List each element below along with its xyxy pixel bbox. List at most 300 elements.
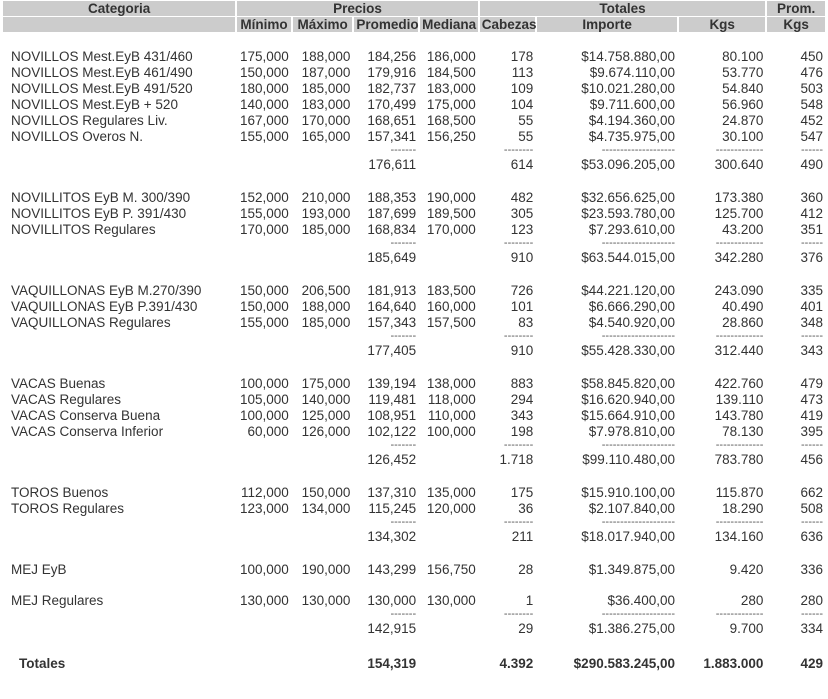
category-cell: NOVILLOS Mest.EyB + 520 — [11, 97, 178, 112]
table-row — [3, 299, 825, 314]
subtotal-row — [3, 156, 825, 173]
subtotal-row — [3, 620, 825, 637]
table-row — [3, 424, 825, 439]
spacer-row — [3, 33, 825, 48]
prom-kgs-cell: 280 — [800, 593, 823, 608]
subtotal-promedio: 134,302 — [367, 529, 417, 544]
subtotal-kgs: 342.280 — [714, 250, 764, 265]
maximo-cell: 140,000 — [301, 392, 351, 407]
kgs-cell: 143.780 — [714, 408, 764, 423]
spacer-cell — [3, 33, 825, 48]
subtotal-promedio: 126,452 — [367, 452, 417, 467]
promedio-separator: ------- — [390, 608, 417, 620]
cabezas-cell: 109 — [510, 81, 534, 96]
minimo-cell: 105,000 — [239, 392, 289, 407]
importe-cell: $4.735.975,00 — [588, 129, 676, 144]
maximo-cell: 193,000 — [301, 206, 351, 221]
maximo-cell: 125,000 — [301, 408, 351, 423]
empty-cell — [420, 654, 478, 674]
importe-separator: -------------------- — [601, 144, 676, 156]
subtotal-importe: $55.428.330,00 — [581, 343, 676, 358]
category-cell: VAQUILLONAS Regulares — [11, 315, 171, 330]
empty-cell — [420, 156, 478, 173]
mediana-cell: 183,500 — [426, 283, 476, 298]
prom-kgs-separator: ------ — [801, 144, 823, 156]
header-mediana: Mediana — [422, 17, 477, 32]
table-row — [3, 315, 825, 330]
empty-cell — [293, 451, 353, 468]
promedio-cell: 170,499 — [367, 97, 417, 112]
prom-kgs-cell: 452 — [800, 113, 823, 128]
empty-cell — [293, 156, 353, 173]
empty-cell — [420, 238, 478, 248]
promedio-cell: 115,245 — [368, 501, 417, 516]
spacer-cell — [3, 174, 825, 189]
kgs-cell: 43.200 — [722, 222, 764, 237]
category-cell: MEJ Regulares — [11, 593, 104, 608]
empty-cell — [293, 620, 353, 637]
cabezas-cell: 113 — [511, 65, 534, 80]
mediana-cell: 168,500 — [426, 113, 476, 128]
mediana-cell: 156,250 — [426, 129, 476, 144]
promedio-cell: 184,256 — [367, 49, 417, 64]
table-row — [3, 65, 825, 80]
subtotal-promedio: 177,405 — [367, 343, 417, 358]
cabezas-separator: -------- — [503, 237, 534, 249]
totals-cabezas: 4.392 — [499, 656, 534, 671]
subtotal-promedio: 176,611 — [368, 157, 417, 172]
promedio-cell: 157,343 — [367, 315, 417, 330]
kgs-cell: 115.870 — [715, 485, 764, 500]
importe-cell: $36.400,00 — [607, 593, 676, 608]
subtotal-kgs: 783.780 — [714, 452, 764, 467]
promedio-cell: 143,299 — [367, 562, 417, 577]
maximo-cell: 206,500 — [301, 283, 351, 298]
subtotal-prom-kgs: 490 — [800, 157, 823, 172]
empty-cell — [3, 620, 235, 637]
empty-cell — [293, 440, 353, 450]
importe-cell: $58.845.820,00 — [581, 376, 676, 391]
header-minimo: Mínimo — [237, 17, 290, 32]
prom-kgs-cell: 450 — [800, 49, 823, 64]
promedio-cell: 187,699 — [367, 206, 417, 221]
importe-cell: $15.910.100,00 — [581, 485, 676, 500]
kgs-cell: 280 — [740, 593, 764, 608]
promedio-separator: ------- — [390, 330, 417, 342]
subtotal-kgs: 300.640 — [714, 157, 764, 172]
maximo-cell: 187,000 — [301, 65, 351, 80]
subtotal-row — [3, 451, 825, 468]
maximo-cell: 185,000 — [301, 81, 351, 96]
subtotal-prom-kgs: 456 — [800, 452, 823, 467]
cabezas-cell: 36 — [518, 501, 534, 516]
empty-cell — [420, 528, 478, 545]
empty-cell — [420, 620, 478, 637]
empty-cell — [420, 331, 478, 341]
prom-kgs-cell: 412 — [800, 206, 823, 221]
empty-cell — [3, 342, 235, 359]
kgs-cell: 80.100 — [722, 49, 764, 64]
kgs-cell: 9.420 — [729, 562, 764, 577]
cabezas-cell: 123 — [510, 222, 534, 237]
minimo-cell: 180,000 — [239, 81, 289, 96]
kgs-cell: 53.770 — [722, 65, 764, 80]
empty-cell — [420, 517, 478, 527]
cabezas-cell: 726 — [510, 283, 534, 298]
spacer-row — [3, 578, 825, 592]
cabezas-cell: 104 — [510, 97, 534, 112]
minimo-cell: 100,000 — [239, 562, 289, 577]
minimo-cell: 167,000 — [239, 113, 289, 128]
subtotal-cabezas: 614 — [510, 157, 534, 172]
promedio-cell: 157,341 — [367, 129, 417, 144]
header-maximo: Máximo — [293, 17, 353, 32]
importe-cell: $7.978.810,00 — [588, 424, 676, 439]
subtotal-kgs: 134.160 — [714, 529, 764, 544]
kgs-separator: ------------- — [715, 144, 764, 156]
kgs-cell: 30.100 — [722, 129, 764, 144]
kgs-cell: 56.960 — [722, 97, 764, 112]
subtotal-importe: $18.017.940,00 — [581, 529, 676, 544]
importe-cell: $44.221.120,00 — [581, 283, 676, 298]
prom-kgs-separator: ------ — [801, 516, 823, 528]
prom-kgs-cell: 360 — [800, 190, 823, 205]
table-row — [3, 593, 825, 608]
empty-cell — [420, 451, 478, 468]
table-row — [3, 562, 825, 577]
table-row — [3, 81, 825, 96]
promedio-cell: 188,353 — [367, 190, 417, 205]
category-cell: VACAS Conserva Buena — [11, 408, 161, 423]
subtotal-cabezas: 211 — [511, 529, 534, 544]
header-precios: Precios — [237, 1, 477, 16]
prom-kgs-cell: 476 — [800, 65, 823, 80]
empty-cell — [237, 528, 290, 545]
separator-row — [3, 331, 825, 341]
header-kgs: Kgs — [679, 17, 765, 32]
header-totales: Totales — [480, 1, 766, 16]
mediana-cell: 130,000 — [426, 593, 476, 608]
mediana-cell: 190,000 — [426, 190, 476, 205]
minimo-cell: 112,000 — [240, 485, 289, 500]
subtotal-kgs: 312.440 — [714, 343, 764, 358]
mediana-cell: 184,500 — [426, 65, 476, 80]
kgs-separator: ------------- — [715, 516, 764, 528]
cabezas-cell: 28 — [518, 562, 534, 577]
minimo-cell: 123,000 — [239, 501, 289, 516]
prom-kgs-cell: 401 — [800, 299, 823, 314]
cabezas-cell: 175 — [510, 485, 534, 500]
cabezas-cell: 883 — [510, 376, 534, 391]
empty-cell — [237, 342, 290, 359]
subtotal-prom-kgs: 334 — [800, 621, 823, 636]
subtotal-promedio: 142,915 — [367, 621, 417, 636]
mediana-cell: 110,000 — [427, 408, 476, 423]
prom-kgs-cell: 473 — [800, 392, 823, 407]
empty-cell — [3, 609, 235, 619]
table-row — [3, 113, 825, 128]
prom-kgs-cell: 419 — [800, 408, 823, 423]
header-importe: Importe — [537, 17, 677, 32]
maximo-cell: 210,000 — [301, 190, 351, 205]
spacer-row — [3, 360, 825, 375]
promedio-cell: 137,310 — [367, 485, 417, 500]
maximo-cell: 150,000 — [301, 485, 351, 500]
empty-cell — [3, 249, 235, 266]
minimo-cell: 100,000 — [239, 376, 289, 391]
empty-cell — [3, 451, 235, 468]
empty-cell — [293, 517, 353, 527]
importe-separator: -------------------- — [601, 237, 676, 249]
cabezas-cell: 55 — [518, 129, 534, 144]
kgs-cell: 28.860 — [722, 315, 764, 330]
mediana-cell: 183,000 — [426, 81, 476, 96]
minimo-cell: 170,000 — [239, 222, 289, 237]
category-cell: NOVILLOS Mest.EyB 461/490 — [11, 65, 193, 80]
promedio-cell: 119,481 — [368, 392, 417, 407]
minimo-cell: 155,000 — [239, 206, 289, 221]
cabezas-cell: 1 — [525, 593, 534, 608]
importe-cell: $1.349.875,00 — [588, 562, 676, 577]
importe-cell: $14.758.880,00 — [581, 49, 676, 64]
spacer-cell — [3, 267, 825, 282]
empty-cell — [3, 517, 235, 527]
minimo-cell: 100,000 — [239, 408, 289, 423]
kgs-cell: 54.840 — [722, 81, 764, 96]
empty-cell — [237, 609, 290, 619]
header-prom: Prom. — [767, 1, 825, 16]
market-report-table — [1, 0, 827, 675]
category-cell: NOVILLITOS EyB P. 391/430 — [11, 206, 187, 221]
kgs-cell: 243.090 — [714, 283, 764, 298]
category-cell: VAQUILLONAS EyB M.270/390 — [11, 283, 202, 298]
spacer-cell — [3, 360, 825, 375]
empty-cell — [293, 331, 353, 341]
importe-cell: $9.674.110,00 — [589, 65, 676, 80]
cabezas-cell: 305 — [510, 206, 534, 221]
empty-cell — [420, 609, 478, 619]
importe-separator: -------------------- — [601, 608, 676, 620]
kgs-cell: 125.700 — [714, 206, 764, 221]
subtotal-prom-kgs: 376 — [800, 250, 823, 265]
totals-label: Totales — [19, 656, 66, 671]
prom-kgs-cell: 548 — [800, 97, 823, 112]
empty-cell — [237, 145, 290, 155]
table-row — [3, 376, 825, 391]
prom-kgs-cell: 395 — [800, 424, 823, 439]
minimo-cell: 152,000 — [239, 190, 289, 205]
empty-cell — [237, 517, 290, 527]
prom-kgs-separator: ------ — [801, 237, 823, 249]
cabezas-cell: 178 — [510, 49, 534, 64]
separator-row — [3, 517, 825, 527]
column-header-row — [3, 17, 825, 32]
minimo-cell: 60,000 — [247, 424, 289, 439]
subtotal-importe: $1.386.275,00 — [588, 621, 676, 636]
importe-cell: $2.107.840,00 — [588, 501, 676, 516]
cabezas-separator: -------- — [503, 608, 534, 620]
maximo-cell: 175,000 — [301, 376, 351, 391]
prom-kgs-cell: 479 — [800, 376, 823, 391]
subtotal-kgs: 9.700 — [729, 621, 764, 636]
maximo-cell: 190,000 — [301, 562, 351, 577]
prom-kgs-cell: 662 — [800, 485, 823, 500]
prom-kgs-separator: ------ — [801, 439, 823, 451]
promedio-cell: 139,194 — [367, 376, 417, 391]
subtotal-importe: $63.544.015,00 — [581, 250, 676, 265]
mediana-cell: 156,750 — [426, 562, 476, 577]
empty-cell — [3, 331, 235, 341]
spacer-cell — [3, 469, 825, 484]
category-cell: NOVILLOS Regulares Liv. — [11, 113, 168, 128]
category-cell: MEJ EyB — [11, 562, 67, 577]
table-row — [3, 392, 825, 407]
subtotal-cabezas: 910 — [510, 343, 534, 358]
minimo-cell: 150,000 — [239, 299, 289, 314]
prom-kgs-cell: 348 — [800, 315, 823, 330]
cabezas-cell: 55 — [518, 113, 534, 128]
category-cell: NOVILLOS Mest.EyB 431/460 — [11, 49, 193, 64]
promedio-cell: 181,913 — [367, 283, 417, 298]
minimo-cell: 130,000 — [239, 593, 289, 608]
subtotal-row — [3, 342, 825, 359]
category-cell: TOROS Regulares — [11, 501, 125, 516]
totals-importe: $290.583.245,00 — [573, 656, 676, 671]
promedio-cell: 102,122 — [367, 424, 417, 439]
kgs-cell: 40.490 — [722, 299, 764, 314]
spacer-row — [3, 546, 825, 561]
subtotal-importe: $99.110.480,00 — [582, 452, 676, 467]
empty-cell — [293, 249, 353, 266]
cabezas-cell: 198 — [510, 424, 534, 439]
cabezas-separator: -------- — [503, 144, 534, 156]
mediana-cell: 170,000 — [426, 222, 476, 237]
subtotal-importe: $53.096.205,00 — [581, 157, 676, 172]
cabezas-cell: 482 — [510, 190, 534, 205]
empty-cell — [237, 331, 290, 341]
prom-kgs-cell: 508 — [800, 501, 823, 516]
kgs-separator: ------------- — [715, 608, 764, 620]
header-cabezas: Cabezas — [481, 17, 537, 32]
table-row — [3, 222, 825, 237]
maximo-cell: 185,000 — [301, 222, 351, 237]
maximo-cell: 183,000 — [301, 97, 351, 112]
header-empty — [3, 17, 235, 32]
maximo-cell: 134,000 — [301, 501, 351, 516]
empty-cell — [237, 249, 290, 266]
header-promedio: Promedio — [356, 17, 419, 32]
cabezas-separator: -------- — [503, 439, 534, 451]
promedio-cell: 130,000 — [367, 593, 417, 608]
importe-cell: $32.656.625,00 — [581, 190, 676, 205]
promedio-cell: 164,640 — [367, 299, 417, 314]
prom-kgs-cell: 335 — [800, 283, 823, 298]
minimo-cell: 175,000 — [239, 49, 289, 64]
maximo-cell: 130,000 — [301, 593, 351, 608]
empty-cell — [3, 528, 235, 545]
table-row — [3, 129, 825, 144]
category-cell: NOVILLITOS EyB M. 300/390 — [11, 190, 191, 205]
kgs-cell: 422.760 — [714, 376, 764, 391]
separator-row — [3, 145, 825, 155]
empty-cell — [293, 145, 353, 155]
empty-cell — [3, 156, 235, 173]
category-cell: NOVILLOS Overos N. — [11, 129, 144, 144]
minimo-cell: 155,000 — [239, 315, 289, 330]
empty-cell — [237, 238, 290, 248]
importe-cell: $15.664.910,00 — [581, 408, 676, 423]
spacer-cell — [3, 546, 825, 561]
prom-kgs-cell: 351 — [800, 222, 823, 237]
promedio-cell: 168,834 — [367, 222, 417, 237]
empty-cell — [237, 451, 290, 468]
importe-cell: $6.666.290,00 — [588, 299, 676, 314]
header-categoria: Categoria — [3, 1, 235, 16]
table-row — [3, 49, 825, 64]
maximo-cell: 185,000 — [301, 315, 351, 330]
spacer-row — [3, 469, 825, 484]
promedio-cell: 108,951 — [367, 408, 417, 423]
cabezas-cell: 83 — [518, 315, 534, 330]
empty-cell — [420, 145, 478, 155]
mediana-cell: 186,000 — [426, 49, 476, 64]
category-cell: VACAS Conserva Inferior — [11, 424, 164, 439]
subtotal-promedio: 185,649 — [367, 250, 417, 265]
report-body — [3, 33, 825, 674]
category-cell: VAQUILLONAS EyB P.391/430 — [11, 299, 198, 314]
prom-kgs-cell: 503 — [800, 81, 823, 96]
importe-cell: $16.620.940,00 — [581, 392, 676, 407]
cabezas-separator: -------- — [503, 516, 534, 528]
cabezas-separator: -------- — [503, 330, 534, 342]
category-cell: VACAS Buenas — [11, 376, 106, 391]
empty-cell — [293, 654, 353, 674]
empty-cell — [237, 156, 290, 173]
category-cell: VACAS Regulares — [11, 392, 122, 407]
importe-separator: -------------------- — [601, 439, 676, 451]
empty-cell — [293, 238, 353, 248]
spacer-row — [3, 174, 825, 189]
minimo-cell: 150,000 — [239, 283, 289, 298]
subtotal-row — [3, 528, 825, 545]
maximo-cell: 188,000 — [301, 299, 351, 314]
table-row — [3, 206, 825, 221]
table-row — [3, 485, 825, 500]
kgs-cell: 139.110 — [715, 392, 764, 407]
importe-cell: $23.593.780,00 — [581, 206, 676, 221]
cabezas-cell: 294 — [510, 392, 534, 407]
mediana-cell: 189,500 — [426, 206, 476, 221]
importe-cell: $10.021.280,00 — [581, 81, 676, 96]
subtotal-cabezas: 1.718 — [499, 452, 534, 467]
table-row — [3, 97, 825, 112]
separator-row — [3, 609, 825, 619]
empty-cell — [237, 654, 290, 674]
subtotal-row — [3, 249, 825, 266]
empty-cell — [237, 440, 290, 450]
kgs-separator: ------------- — [715, 439, 764, 451]
totals-prom-kgs: 429 — [800, 656, 823, 671]
category-cell: TOROS Buenos — [11, 485, 109, 500]
totals-promedio: 154,319 — [367, 656, 417, 671]
separator-row — [3, 440, 825, 450]
empty-cell — [3, 145, 235, 155]
prom-kgs-separator: ------ — [801, 330, 823, 342]
empty-cell — [293, 609, 353, 619]
prom-kgs-separator: ------ — [801, 608, 823, 620]
empty-cell — [237, 620, 290, 637]
kgs-cell: 78.130 — [722, 424, 764, 439]
